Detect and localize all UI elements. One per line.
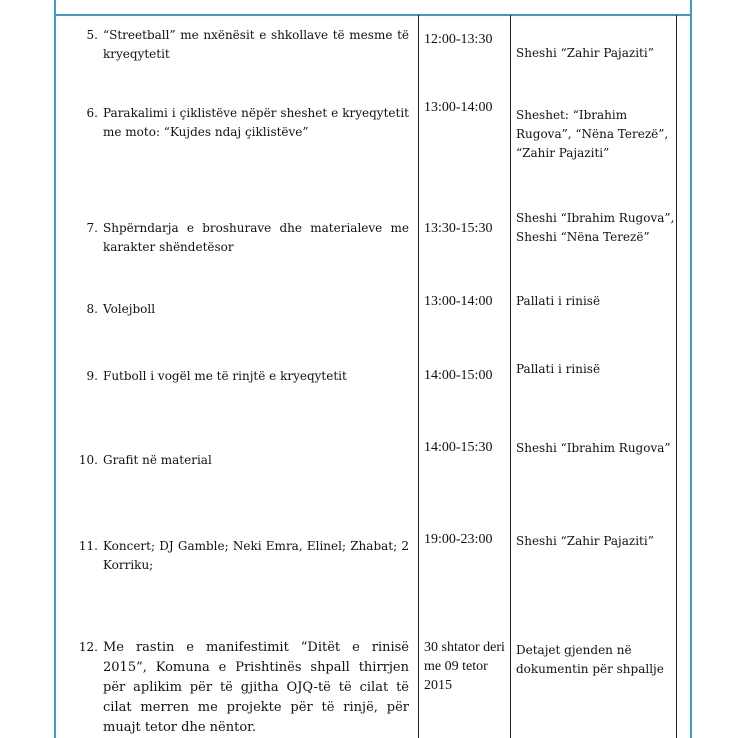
- activity-location: Sheshi “Ibrahim Rugova”, Sheshi “Nëna Terezë”: [516, 211, 675, 244]
- row-number: 7.: [86, 221, 98, 235]
- page-border-left: [54, 0, 56, 738]
- activity-time: 14:00-15:00: [424, 368, 493, 383]
- activity-description: Shpërndarja e broshurave dhe materialeve me karakter shëndetësor: [103, 221, 409, 254]
- activity-time: 13:00-14:00: [424, 100, 493, 115]
- column-divider-time: [418, 15, 419, 738]
- row-number: 9.: [86, 369, 98, 383]
- activity-description: Me rastin e manifestimit “Ditët e rinisë 2015”, Komuna e Prishtinës shpall thirrjen për aplikim për të gjitha OJQ-të të cilat të cilat merren me projekte për të rinjë, për muajt tetor dhe nëntor.: [103, 640, 409, 735]
- activity-location: Detajet gjenden në dokumentin për shpallje: [516, 643, 664, 676]
- activity-location: Pallati i rinisë: [516, 294, 601, 308]
- activity-location: Sheshi “Ibrahim Rugova”: [516, 441, 671, 455]
- row-number: 12.: [78, 640, 98, 654]
- column-divider-location: [510, 15, 511, 738]
- activity-time: 14:00-15:30: [424, 440, 493, 455]
- activity-description: Parakalimi i çiklistëve nëpër sheshet e kryeqytetit me moto: “Kujdes ndaj çiklistëve”: [103, 106, 409, 139]
- activity-description: Grafit në material: [103, 453, 212, 467]
- activity-time: 30 shtator deri me 09 tetor 2015: [424, 640, 505, 693]
- row-number: 6.: [86, 106, 98, 120]
- activity-description: Futboll i vogël me të rinjtë e kryeqytetit: [103, 369, 347, 383]
- row-number: 10.: [78, 453, 98, 467]
- activity-location: Sheshi “Zahir Pajaziti”: [516, 534, 654, 548]
- activity-time: 13:00-14:00: [424, 294, 493, 309]
- page-border-top: [54, 14, 692, 16]
- activity-location: Pallati i rinisë: [516, 362, 601, 376]
- activity-time: 19:00-23:00: [424, 532, 493, 547]
- row-number: 11.: [78, 539, 98, 553]
- row-number: 5.: [86, 28, 98, 42]
- activity-time: 12:00-13:30: [424, 32, 493, 47]
- activity-description: Volejboll: [103, 302, 156, 316]
- activity-location: Sheshi “Zahir Pajaziti”: [516, 46, 654, 60]
- column-divider-right: [676, 15, 677, 738]
- page-border-right: [690, 0, 692, 738]
- activity-location: Sheshet: “Ibrahim Rugova”, “Nëna Terezë”, “Zahir Pajaziti”: [516, 108, 669, 160]
- activity-time: 13:30-15:30: [424, 221, 493, 236]
- row-number: 8.: [86, 302, 98, 316]
- activity-description: Koncert; DJ Gamble; Neki Emra, Elinel; Zhabat; 2 Korriku;: [103, 539, 409, 572]
- activity-description: “Streetball” me nxënësit e shkollave të mesme të kryeqytetit: [103, 28, 409, 61]
